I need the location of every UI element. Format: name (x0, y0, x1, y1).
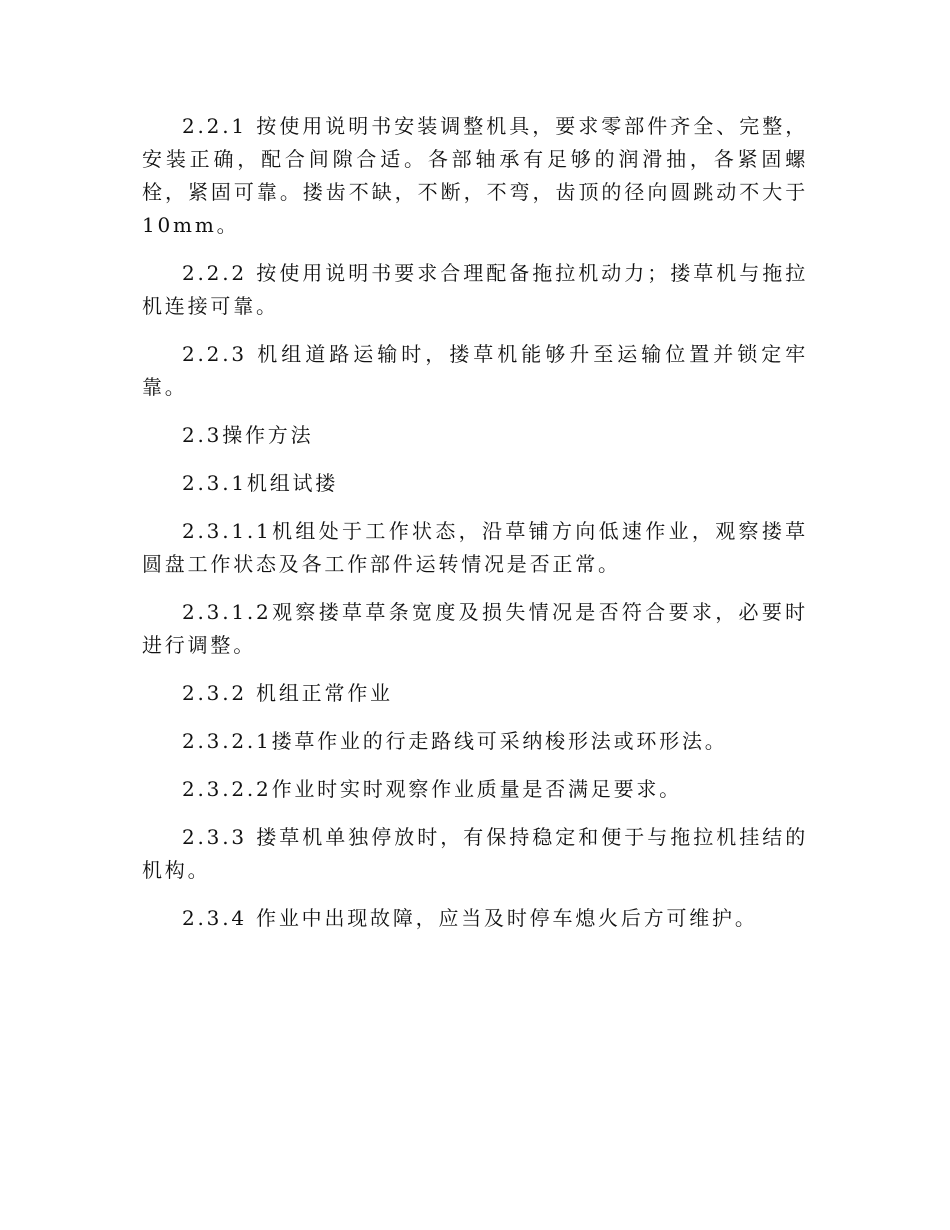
paragraph-2-2-3: 2.2.3 机组道路运输时，搂草机能够升至运输位置并锁定牢靠。 (142, 342, 808, 399)
paragraph-2-3-3: 2.3.3 搂草机单独停放时，有保持稳定和便于与拖拉机挂结的机构。 (142, 825, 808, 882)
paragraph-2-3-1-2: 2.3.1.2观察搂草草条宽度及损失情况是否符合要求，必要时进行调整。 (142, 600, 808, 657)
paragraph-2-3-4: 2.3.4 作业中出现故障，应当及时停车熄火后方可维护。 (182, 906, 758, 930)
heading-2-3: 2.3操作方法 (182, 423, 314, 447)
paragraph-2-3-2-2: 2.3.2.2作业时实时观察作业质量是否满足要求。 (182, 777, 682, 801)
paragraph-2-2-2: 2.2.2 按使用说明书要求合理配备拖拉机动力；搂草机与拖拉机连接可靠。 (142, 261, 808, 318)
heading-2-3-2: 2.3.2 机组正常作业 (182, 681, 393, 705)
paragraph-2-2-1: 2.2.1 按使用说明书安装调整机具，要求零部件齐全、完整，安装正确，配合间隙合适。各部轴承有足够的润滑抽，各紧固螺栓，紧固可靠。搂齿不缺，不断，不弯，齿顶的径向圆跳动不大于10mm。 (142, 114, 808, 237)
heading-2-3-1: 2.3.1机组试搂 (182, 471, 339, 495)
paragraph-2-3-2-1: 2.3.2.1搂草作业的行走路线可采纳梭形法或环形法。 (182, 729, 728, 753)
paragraph-2-3-1-1: 2.3.1.1机组处于工作状态，沿草铺方向低速作业，观察搂草圆盘工作状态及各工作部件运转情况是否正常。 (142, 519, 808, 576)
